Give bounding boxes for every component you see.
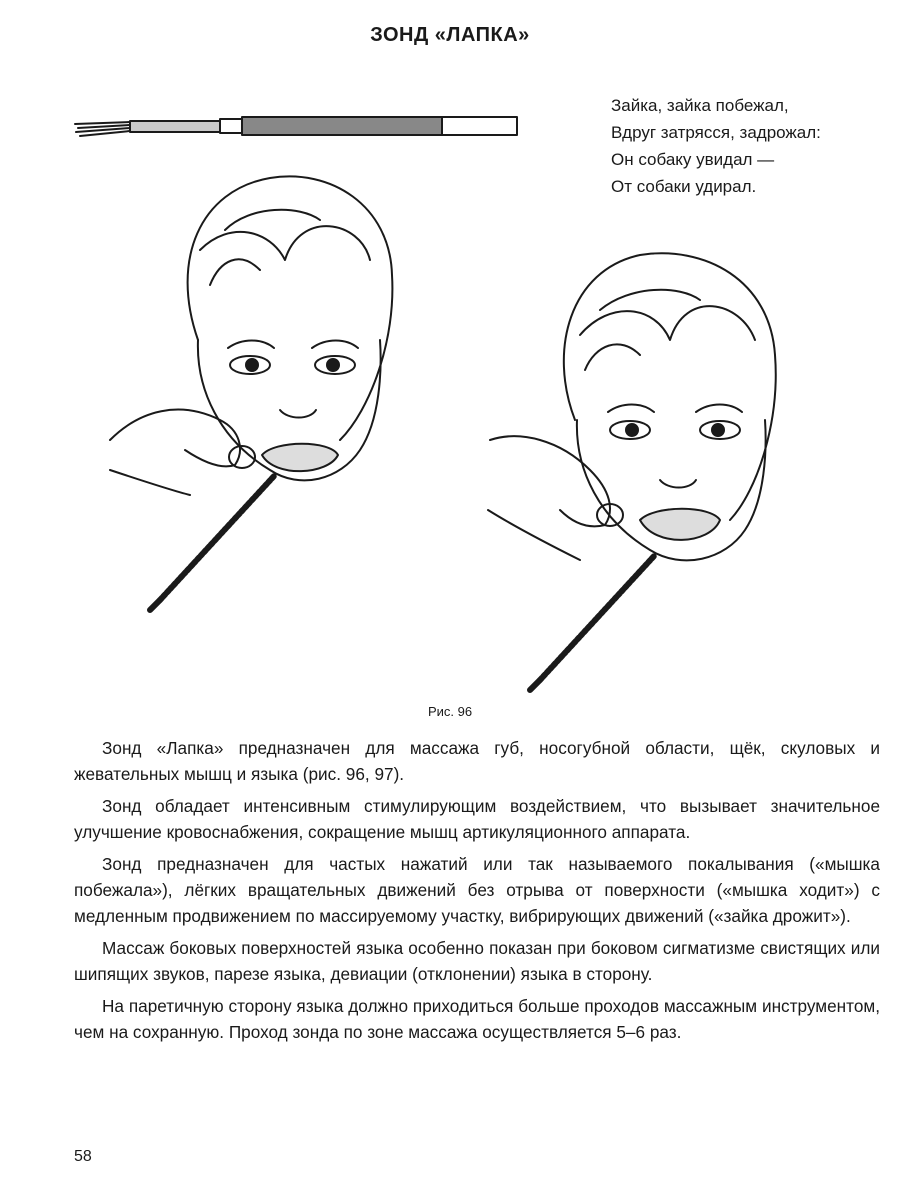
poem-line: Он собаку увидал — [611, 150, 775, 169]
poem-line: От собаки удирал. [611, 177, 757, 196]
probe-tool-drawing [75, 117, 517, 136]
page-title: ЗОНД «ЛАПКА» [370, 24, 530, 46]
paragraph: Зонд предназначен для частых нажатий или так называемого покалывания («мышка побежала»), лёгких вращательных движений без отрыва от поверхности («мышка ходит») с медленным продвижением по массируемому участку, вибрирующих движений («зайка дрожит»). [74, 854, 880, 926]
figure-caption: Рис. 96 [427, 704, 473, 719]
body-text [74, 735, 880, 1051]
poem-line: Вдруг затрясся, задрожал: [611, 123, 821, 142]
paragraph: Зонд обладает интенсивным стимулирующим воздействием, что вызывает значительное улучшение кровоснабжения, сокращение мышц артикуляционного аппарата. [74, 796, 880, 842]
paragraph: На паретичную сторону языка должно приходиться больше проходов массажным инструментом, чем на сохранную. Проход зонда по зоне массажа осуществляется 5–6 раз. [74, 996, 880, 1042]
face-left-drawing [110, 176, 392, 610]
poem-line: Зайка, зайка побежал, [611, 96, 789, 115]
paragraph: Зонд «Лапка» предназначен для массажа губ, носогубной области, щёк, скуловых и жевательных мышц и языка (рис. 96, 97). [74, 738, 880, 784]
page-number: 58 [74, 1148, 92, 1165]
figure-96-illustration [70, 110, 870, 700]
paragraph: Массаж боковых поверхностей языка особенно показан при боковом сигматизме свистящих или шипящих звуков, парезе языка, девиации (отклонении) языка в сторону. [74, 938, 880, 984]
face-right-drawing [488, 253, 776, 690]
